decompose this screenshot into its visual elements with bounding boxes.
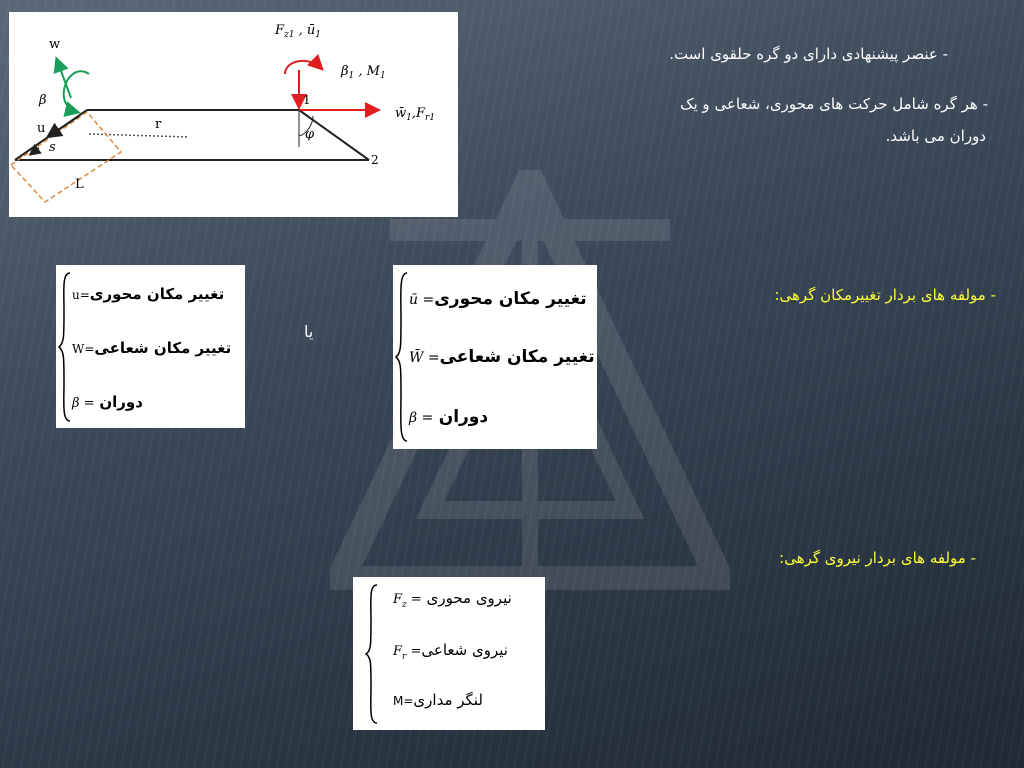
eq2-row-axial: ū =تغییر مکان محوری — [409, 289, 587, 309]
L-label: L — [75, 177, 84, 192]
radius-line — [89, 134, 189, 137]
w1-fr-label: $w̄_1,F_{r1}$ — [395, 106, 436, 123]
bullet-line-2a: - هر گره شامل حرکت های محوری، شعاعی و یک — [680, 95, 988, 113]
disp-vector-heading: - مولفه های بردار تغییرمکان گرهی: — [774, 286, 996, 304]
bullet-line-2b: دوران می باشد. — [885, 127, 986, 145]
or-label: یا — [304, 322, 314, 341]
eq1-row-axial: u=تغییر مکان محوری — [72, 285, 225, 303]
fz-label: $F_{z1}$ , $ū_1$ — [275, 23, 322, 40]
r-label: r — [155, 117, 162, 132]
force-equation-box — [353, 577, 545, 730]
beta1-m1-label: $\beta_1$ , $M_1$ — [341, 64, 386, 81]
node2-label: 2 — [371, 153, 379, 167]
phi-label: φ — [305, 127, 315, 142]
eq2-row-rotation: β = دوران — [409, 407, 489, 427]
eq1-row-rotation: β = دوران — [72, 393, 143, 411]
brace-icon — [58, 271, 72, 423]
displacement-equation-box-2 — [393, 265, 597, 449]
brace-icon — [395, 271, 409, 443]
eq2-row-radial: W̄ =تغییر مکان شعاعی — [409, 347, 595, 367]
beta-label: β — [39, 93, 47, 108]
bullet-line-1: - عنصر پیشنهادی دارای دو گره حلقوی است. — [669, 45, 948, 63]
eq3-row-moment: M=لنگر مداری — [393, 691, 483, 709]
eq3-row-axial-force: $F_z$ = نیروی محوری — [393, 589, 512, 610]
w-label: w — [49, 37, 61, 52]
force-vector-heading: - مولفه های بردار نیروی گرهی: — [779, 549, 976, 567]
displacement-equation-box-1 — [56, 265, 245, 428]
eq3-row-radial-force: $F_r$ =نیروی شعاعی — [393, 641, 508, 662]
u-label: u — [37, 121, 46, 136]
eq1-row-radial: W=تغییر مکان شعاعی — [72, 339, 232, 357]
beta1-rotation-arrow — [285, 61, 321, 74]
element-diagram — [9, 12, 458, 217]
beta-rotation-arrow — [64, 71, 89, 112]
s-label: s — [49, 140, 56, 155]
brace-icon — [365, 583, 379, 725]
u-arrow — [49, 116, 79, 136]
node1-label: 1 — [303, 93, 311, 107]
